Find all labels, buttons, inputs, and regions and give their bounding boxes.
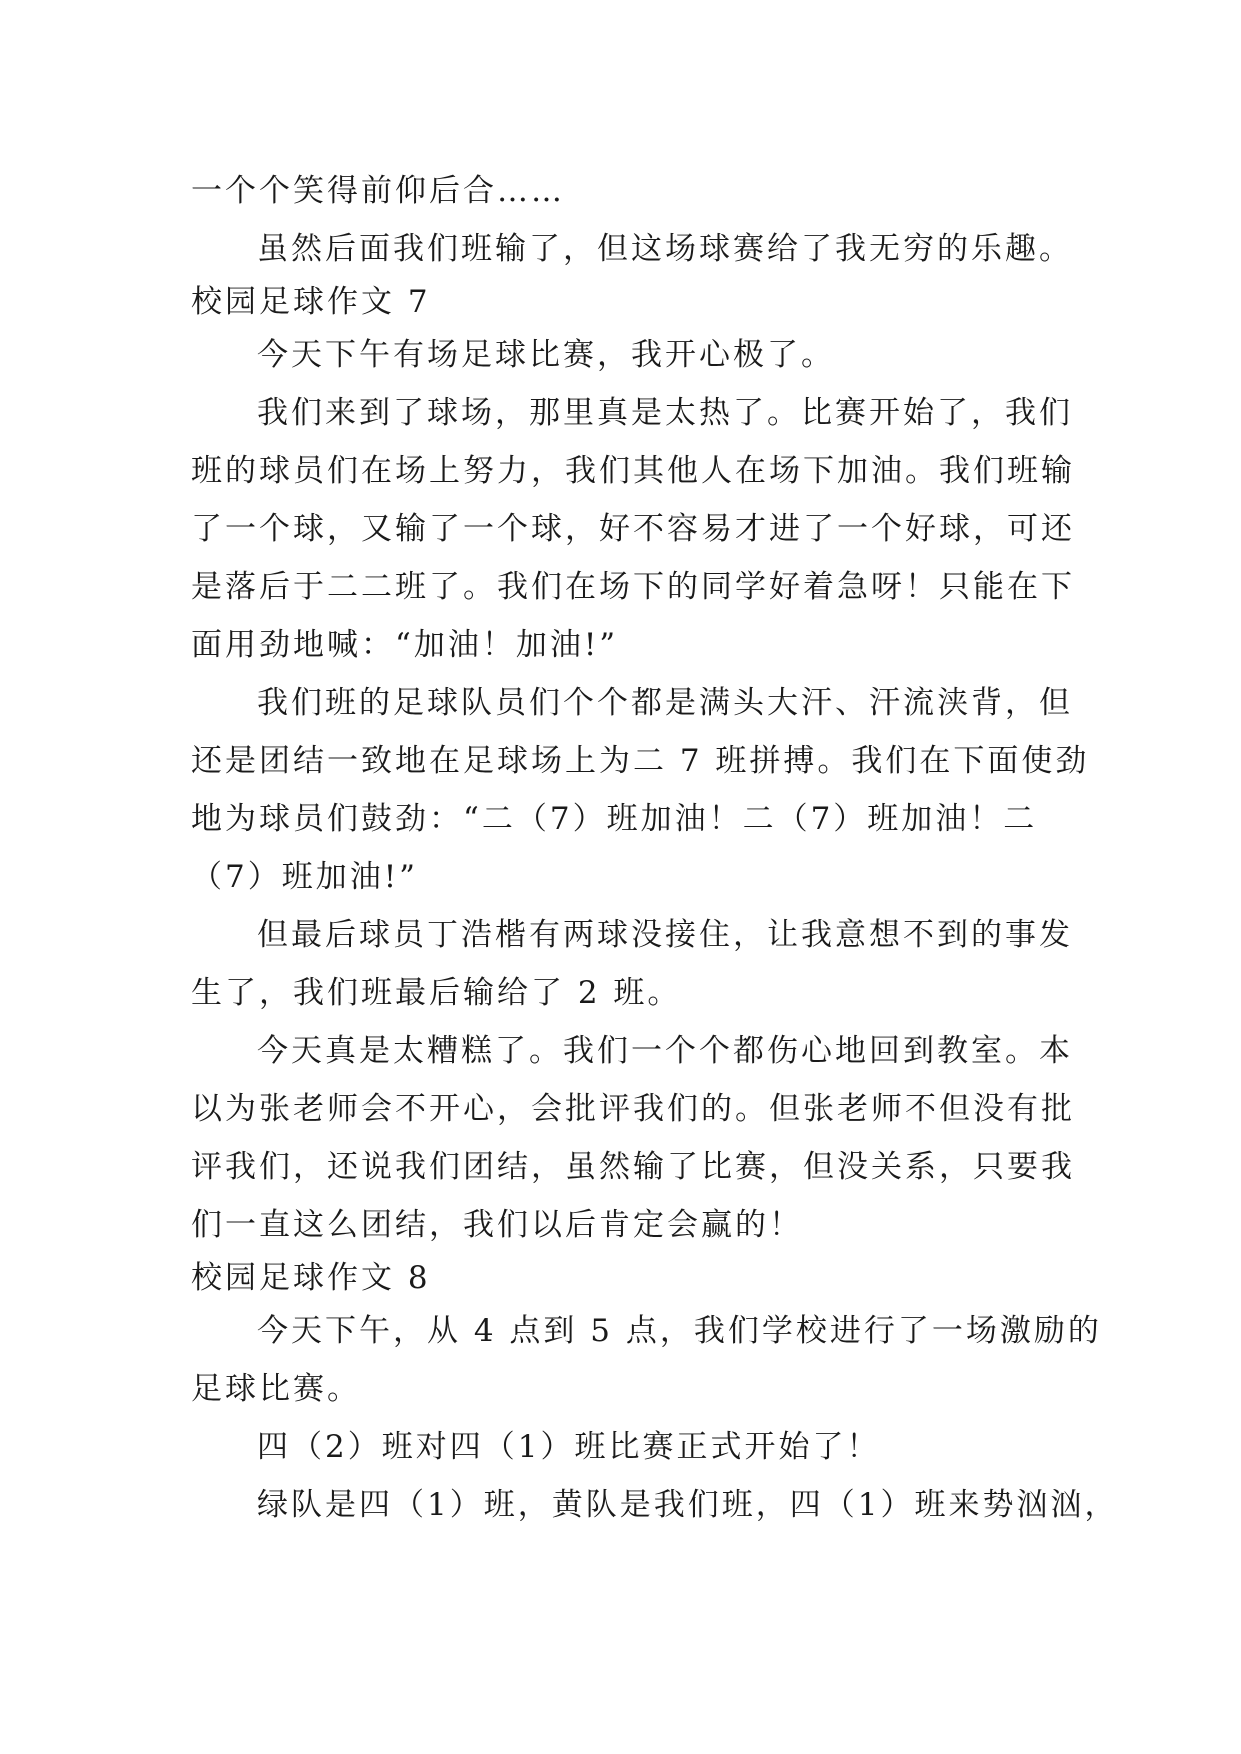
text-line: 四（2）班对四（1）班比赛正式开始了！ (257, 1429, 881, 1465)
section-heading: 校园足球作文 8 (191, 1260, 431, 1296)
text-line: （7）班加油!” (191, 859, 419, 895)
text-line: 足球比赛。 (191, 1371, 361, 1407)
text-line: 绿队是四（1）班，黄队是我们班，四（1）班来势汹汹， (257, 1487, 1119, 1523)
text-line: 了一个球，又输了一个球，好不容易才进了一个好球，可还 (191, 511, 1075, 547)
text-line: 评我们，还说我们团结，虽然输了比赛，但没关系，只要我 (191, 1149, 1075, 1185)
text-line: 一个个笑得前仰后合…… (191, 173, 565, 209)
text-line: 是落后于二二班了。我们在场下的同学好着急呀！只能在下 (191, 569, 1075, 605)
text-line: 我们班的足球队员们个个都是满头大汗、汗流浃背，但 (257, 685, 1073, 721)
text-line: 地为球员们鼓劲：“二（7）班加油！二（7）班加油！二 (191, 801, 1038, 837)
text-line: 们一直这么团结，我们以后肯定会赢的！ (191, 1207, 803, 1243)
text-line: 今天下午有场足球比赛，我开心极了。 (257, 337, 835, 373)
text-line: 但最后球员丁浩楷有两球没接住，让我意想不到的事发 (257, 917, 1073, 953)
text-line: 我们来到了球场，那里真是太热了。比赛开始了，我们 (257, 395, 1073, 431)
text-line: 以为张老师会不开心，会批评我们的。但张老师不但没有批 (191, 1091, 1075, 1127)
section-heading: 校园足球作文 7 (191, 284, 431, 320)
text-line: 虽然后面我们班输了，但这场球赛给了我无穷的乐趣。 (257, 231, 1073, 267)
text-line: 还是团结一致地在足球场上为二 7 班拼搏。我们在下面使劲 (191, 743, 1090, 779)
text-line: 面用劲地喊：“加油！加油!” (191, 627, 619, 663)
text-line: 今天下午，从 4 点到 5 点，我们学校进行了一场激励的 (257, 1313, 1102, 1349)
text-line: 今天真是太糟糕了。我们一个个都伤心地回到教室。本 (257, 1033, 1073, 1069)
essay-text (191, 162, 1119, 1534)
text-line: 生了，我们班最后输给了 2 班。 (191, 975, 682, 1011)
text-line: 班的球员们在场上努力，我们其他人在场下加油。我们班输 (191, 453, 1075, 489)
